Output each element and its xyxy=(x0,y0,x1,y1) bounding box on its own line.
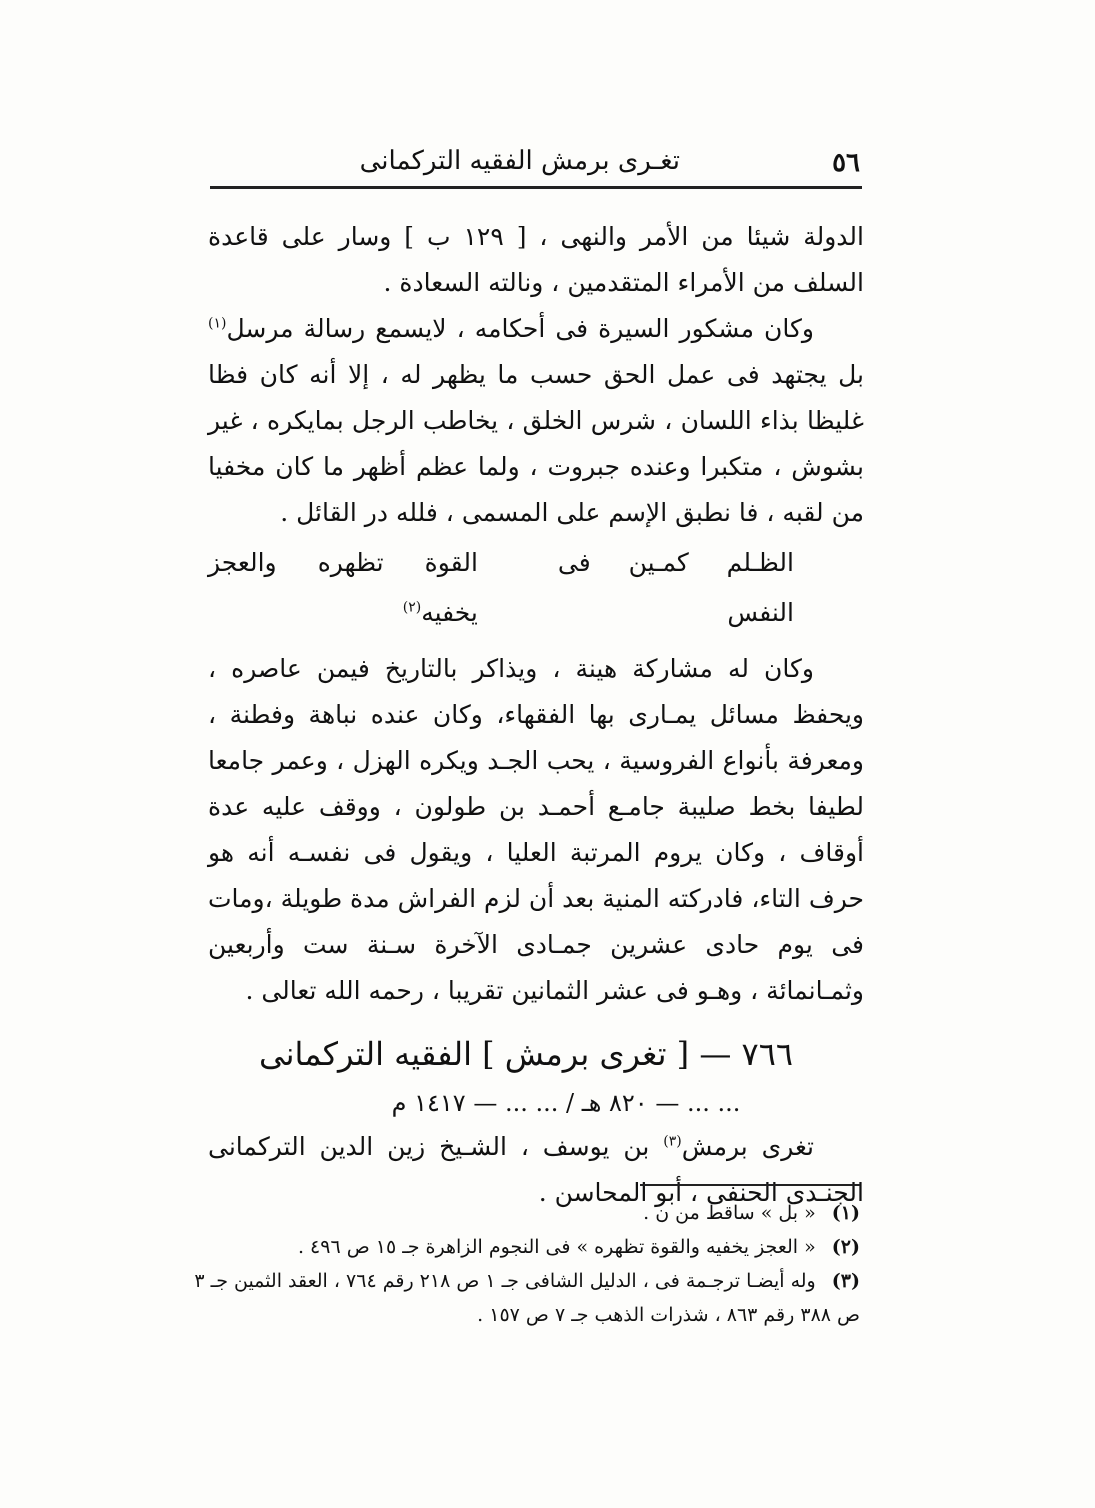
footnotes xyxy=(190,1196,860,1332)
paragraph-3: وكان له مشاركة هينة ، ويذاكر بالتاريخ فيمن عاصره ، ويحفظ مسائل يمـارى بها الفقهاء، وكان عنده نباهة وفطنة ، ومعرفة بأنواع الفروسية ، يحب الجـد ويكره الهزل ، وعمر جامعا لطيفا بخط صليبة جامـع أحمـد بن طولون ، ووقف عليه عدة أوقاف ، وكان يروم المرتبة العليا ، ويقول فى نفسـه أنه هو حرف التاء، فادركته المنية بعد أن لزم الفراش مدة طويلة ،ومات فى يوم حادى عشرين جمـادى الآخرة سـنة ست وأربعين وثمـانمائة ، وهـو فى عشر الثمانين تقريبا ، رحمه الله تعالى . xyxy=(208,654,864,1005)
paragraph-2-start: وكان مشكور السيرة فى أحكامه ، لايسمع رسالة مرسل xyxy=(226,314,814,343)
footnote-rule xyxy=(640,1184,860,1186)
paragraph-1: الدولة شيئا من الأمر والنهى ، [ ١٢٩ ب ] وسار على قاعدة السلف من الأمراء المتقدمين ، ونالته السعادة . xyxy=(208,222,864,297)
footnote-1-number: (١) xyxy=(831,1202,860,1224)
footnote-2-text: « العجز يخفيه والقوة تظهره » فى النجوم الزاهرة جـ ١٥ ص ٤٩٦ . xyxy=(297,1236,816,1258)
footnote-1 xyxy=(190,1196,860,1230)
footnote-marker-1: (١) xyxy=(208,315,227,332)
footnote-marker-2: (٢) xyxy=(402,599,422,616)
footnote-1-text: « بل » ساقط من ن . xyxy=(643,1202,816,1224)
running-title: تغـرى برمش الفقيه التركمانى xyxy=(359,146,680,176)
paragraph-2-rest: بل يجتهد فى عمل الحق حسب ما يظهر له ، إلا أنه كان فظا غليظا بذاء اللسان ، شرس الخلق ، يخاطب الرجل بمايكره ، غير بشوش ، متكبرا وعنده جبروت ، ولما عظم أظهر ما كان مخفيا من لقبه ، فا نطبق الإسم على المسمى ، فلله در القائل . xyxy=(208,360,864,527)
footnote-2 xyxy=(190,1230,860,1264)
paragraph-4-rest: بن يوسف ، الشـيخ زين الدين التركمانى الجنـدى الحنفى ، أبو المحاسن . xyxy=(208,1132,864,1207)
footnote-3 xyxy=(190,1264,860,1332)
verse-first-hemistich: الظـلم كمـين فى النفس xyxy=(557,548,794,627)
page-header xyxy=(210,140,860,184)
header-rule xyxy=(210,186,862,189)
paragraph-2 xyxy=(208,306,864,536)
footnote-3-number: (٣) xyxy=(831,1270,860,1292)
footnote-marker-3: (٣) xyxy=(663,1133,682,1150)
paragraph-4-start: تغرى برمش xyxy=(681,1132,815,1161)
body-text xyxy=(208,214,864,1216)
entry-dates: ... ... — ٨٢٠ هـ / ... ... — ١٤١٧ م xyxy=(391,1089,741,1117)
entry-heading: ٧٦٦ — [ تغرى برمش ] الفقيه التركمانى xyxy=(258,1035,794,1073)
verse-line xyxy=(208,538,864,638)
footnote-2-number: (٢) xyxy=(831,1236,860,1258)
verse-second-hemistich xyxy=(208,538,478,638)
page-number: ٥٦ xyxy=(832,148,860,178)
footnote-3-text: وله أيضـا ترجـمة فى ، الدليل الشافى جـ ١ ص ٢١٨ رقم ٧٦٤ ، العقد الثمين جـ ٣ ص ٣٨٨ رقم ٨٦٣ ، شذرات الذهب جـ ٧ ص ١٥٧ . xyxy=(194,1270,860,1326)
verse-second-text: القوة تظهره والعجز يخفيه xyxy=(208,548,478,627)
